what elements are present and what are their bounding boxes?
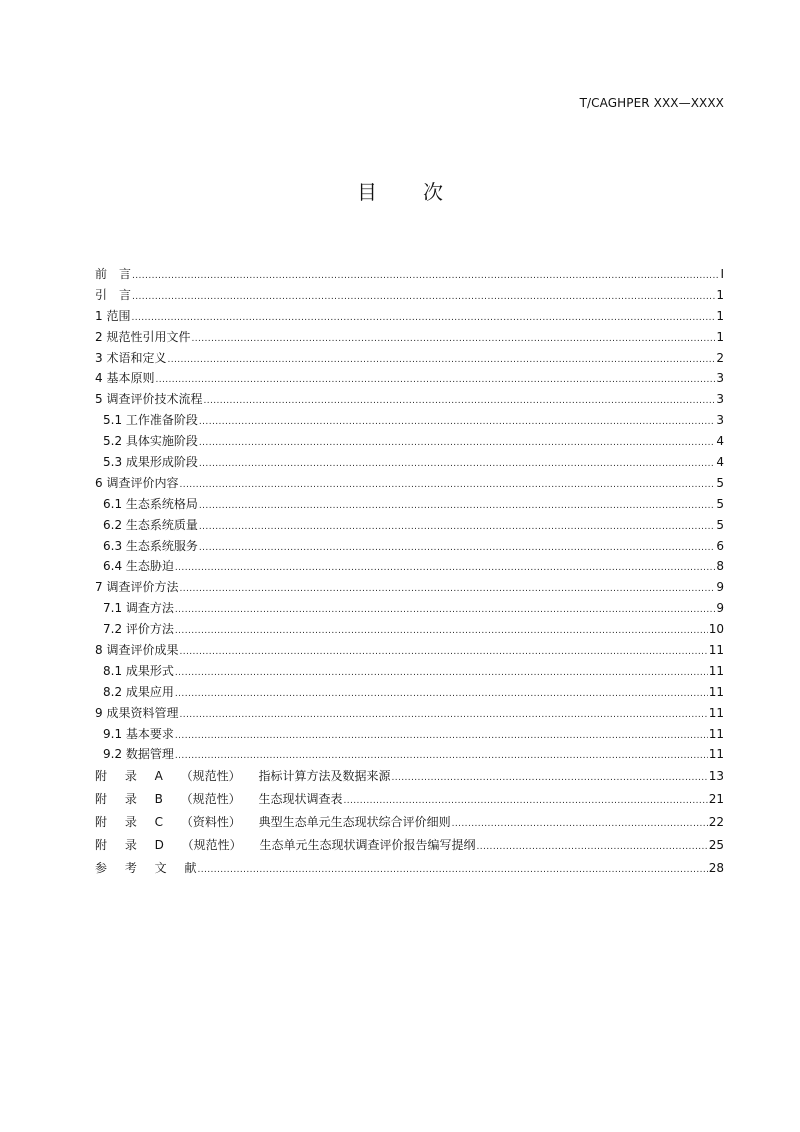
toc-entry[interactable] (95, 724, 724, 745)
toc-leader-dots (199, 454, 715, 475)
toc-title (0, 176, 800, 205)
toc-entry-page: 13 (708, 769, 724, 784)
toc-entry-label: 附 录 D （规范性） 生态单元生态现状调查评价报告编写提纲 (95, 837, 476, 852)
toc-entry-page: 11 (708, 643, 724, 658)
toc-entry[interactable] (95, 494, 724, 515)
toc-leader-dots (199, 433, 715, 454)
toc-entry-page: 11 (708, 705, 724, 720)
toc-leader-dots (191, 329, 715, 350)
toc-entry[interactable] (95, 640, 724, 661)
toc-entry[interactable] (95, 811, 724, 834)
toc-entry[interactable] (95, 389, 724, 410)
toc-entry-label: 5.3 成果形成阶段 (103, 455, 198, 470)
toc-leader-dots (199, 538, 715, 559)
toc-entry-page: 11 (708, 726, 724, 741)
toc-entry-page: 5 (716, 475, 724, 490)
toc-entry-page: 11 (708, 684, 724, 699)
toc-entry-page: 11 (708, 747, 724, 762)
toc-entry-label: 6.4 生态胁迫 (103, 559, 174, 574)
toc-leader-dots (175, 558, 715, 579)
toc-entry-page: 25 (708, 837, 724, 852)
toc-leader-dots (167, 350, 715, 371)
toc-entry-page: 22 (708, 814, 724, 829)
toc-entry[interactable] (95, 285, 724, 306)
toc-entry[interactable] (95, 327, 724, 348)
toc-entry-label: 9 成果资料管理 (95, 705, 179, 720)
toc-entry-page: 21 (708, 792, 724, 807)
toc-leader-dots (344, 790, 708, 813)
toc-entry-page: 3 (716, 413, 724, 428)
toc-entry-label: 引 言 (95, 287, 132, 302)
toc-entry[interactable] (95, 765, 724, 788)
toc-entry-label: 附 录 A （规范性） 指标计算方法及数据来源 (95, 769, 391, 784)
toc-leader-dots (175, 726, 708, 747)
toc-entry-label: 6.2 生态系统质量 (103, 517, 198, 532)
toc-entry-page: 28 (708, 860, 724, 875)
toc-entry-label: 6.3 生态系统服务 (103, 538, 198, 553)
toc-entry-label: 7 调查评价方法 (95, 580, 179, 595)
toc-entry[interactable] (95, 619, 724, 640)
toc-entry-label: 5.1 工作准备阶段 (103, 413, 198, 428)
toc-entry[interactable] (95, 515, 724, 536)
toc-entry-label: 7.2 评价方法 (103, 622, 174, 637)
toc-leader-dots (179, 705, 707, 726)
toc-entry-page: 5 (716, 496, 724, 511)
toc-entry-label: 9.2 数据管理 (103, 747, 174, 762)
toc-leader-dots (175, 663, 708, 684)
toc-entry-label: 参 考 文 献 (95, 860, 197, 875)
toc-leader-dots (391, 767, 707, 790)
toc-entry-label: 3 术语和定义 (95, 350, 167, 365)
toc-entry-page: 1 (716, 287, 724, 302)
toc-entry[interactable] (95, 306, 724, 327)
toc-entry-label: 4 基本原则 (95, 371, 155, 386)
toc-entry-page: 3 (716, 392, 724, 407)
toc-leader-dots (131, 308, 715, 329)
toc-entry-page: 9 (716, 601, 724, 616)
toc-entry-page: 8 (716, 559, 724, 574)
toc-entry[interactable] (95, 598, 724, 619)
toc-leader-dots (155, 370, 715, 391)
toc-entry[interactable] (95, 536, 724, 557)
toc-entry-label: 8.2 成果应用 (103, 684, 174, 699)
toc-entry[interactable] (95, 264, 724, 285)
toc-entry-page: 4 (716, 455, 724, 470)
toc-entry-label: 8.1 成果形式 (103, 663, 174, 678)
toc-list (95, 264, 724, 879)
toc-leader-dots (179, 579, 715, 600)
toc-entry-label: 附 录 C （资料性） 典型生态单元生态现状综合评价细则 (95, 814, 451, 829)
toc-leader-dots (197, 859, 707, 882)
toc-entry-label: 5.2 具体实施阶段 (103, 434, 198, 449)
toc-entry[interactable] (95, 682, 724, 703)
toc-entry[interactable] (95, 368, 724, 389)
toc-leader-dots (179, 642, 707, 663)
toc-leader-dots (199, 496, 715, 517)
toc-entry-page: 5 (716, 517, 724, 532)
toc-entry[interactable] (95, 661, 724, 682)
toc-entry-label: 7.1 调查方法 (103, 601, 174, 616)
toc-leader-dots (477, 836, 708, 859)
toc-entry[interactable] (95, 834, 724, 857)
toc-entry-label: 6 调查评价内容 (95, 475, 179, 490)
toc-entry-label: 8 调查评价成果 (95, 643, 179, 658)
toc-entry-page: 10 (708, 622, 724, 637)
toc-entry-page: 3 (716, 371, 724, 386)
toc-entry-page: 9 (716, 580, 724, 595)
toc-leader-dots (203, 391, 715, 412)
toc-leader-dots (175, 600, 715, 621)
toc-entry-page: 6 (716, 538, 724, 553)
toc-entry[interactable] (95, 452, 724, 473)
toc-entry-label: 2 规范性引用文件 (95, 329, 191, 344)
toc-entry-page: 2 (716, 350, 724, 365)
toc-entry-page: I (720, 267, 724, 281)
toc-entry-label: 9.1 基本要求 (103, 726, 174, 741)
toc-entry[interactable] (95, 473, 724, 494)
toc-entry[interactable] (95, 857, 724, 880)
toc-entry-label: 6.1 生态系统格局 (103, 496, 198, 511)
toc-leader-dots (179, 475, 715, 496)
toc-title-char-2: 次 (423, 180, 443, 204)
toc-leader-dots (175, 684, 708, 705)
toc-leader-dots (452, 813, 708, 836)
toc-entry[interactable] (95, 431, 724, 452)
toc-entry-label: 1 范围 (95, 308, 131, 323)
toc-entry[interactable] (95, 348, 724, 369)
toc-leader-dots (199, 412, 715, 433)
toc-leader-dots (199, 517, 715, 538)
toc-entry[interactable] (95, 703, 724, 724)
toc-entry-page: 11 (708, 663, 724, 678)
toc-title-char-1: 目 (357, 180, 377, 204)
document-code: T/CAGHPER XXX—XXXX (579, 96, 724, 110)
toc-leader-dots (132, 287, 715, 308)
toc-entry[interactable] (95, 577, 724, 598)
toc-entry[interactable] (95, 556, 724, 577)
toc-entry[interactable] (95, 744, 724, 765)
toc-entry-label: 5 调查评价技术流程 (95, 392, 203, 407)
toc-entry-page: 1 (716, 329, 724, 344)
toc-entry-label: 附 录 B （规范性） 生态现状调查表 (95, 792, 343, 807)
toc-entry-page: 1 (716, 308, 724, 323)
toc-entry[interactable] (95, 788, 724, 811)
toc-leader-dots (175, 746, 708, 767)
toc-leader-dots (132, 266, 719, 287)
toc-entry-page: 4 (716, 434, 724, 449)
toc-entry[interactable] (95, 410, 724, 431)
toc-leader-dots (175, 621, 708, 642)
toc-entry-label: 前 言 (95, 267, 132, 281)
